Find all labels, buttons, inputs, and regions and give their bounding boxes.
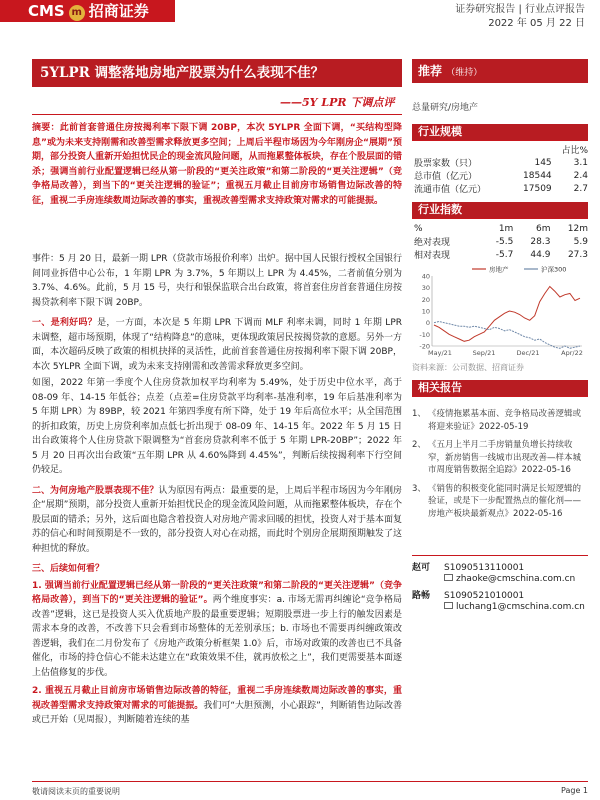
point-2-paragraph: [32, 684, 402, 728]
logo-mark-icon: m: [69, 5, 85, 21]
section-2-text: 认为原因有两点：最重要的是，上周后半程市场因为今年刚房企“展期”预期，部分投资人重新开始担忧民企的现金流风险问题，从而拖累整体板块，存在个股层面的错杀；另外，这后面也隐含着投资人对房地产需求回暖的担忧，投资人对于基本面复苏的信心和时间预期是不一致的，部分投资人对心在动摇，而此时个别房企展期预期触发了这种担忧的释放。: [32, 485, 402, 554]
analyst-name: 赵可: [412, 563, 431, 573]
title-divider: [32, 114, 402, 115]
analyst-name: 路畅: [412, 591, 431, 601]
report-title: 5YLPR 调整落地房地产股票为什么表现不佳？: [32, 59, 402, 87]
mail-icon: [444, 602, 453, 609]
y-tick-label: 20: [421, 295, 430, 304]
point-1-paragraph: [32, 579, 402, 681]
cell: 28.3: [530, 236, 551, 247]
y-tick-label: 30: [421, 284, 430, 293]
list-item[interactable]: [412, 408, 588, 433]
analyst-email[interactable]: zhaoke@cmschina.com.cn: [456, 574, 576, 584]
related-reports-rule: [412, 396, 588, 397]
point-2-text: 我们可“大胆预测，小心跟踪”，判断销售边际改善或已开始（见周报），判断随着连续的基: [32, 700, 402, 725]
y-tick-label: -10: [419, 330, 430, 339]
series-line-1: [434, 322, 580, 349]
analyst-2-email-line: [412, 602, 585, 612]
point-2-heading: 2. 重视五月截止目前房市场销售边际改善的特征，重视二手房连续数周边际改善的事实，重视改善型需求支持政策对需求的可能提振。: [32, 686, 402, 711]
section-2-heading: 二、为何房地产股票表现不佳？: [32, 485, 159, 496]
col-header: %: [414, 223, 423, 234]
table-row: [414, 182, 588, 195]
row-pct: 3.1: [573, 157, 588, 168]
analyst-sac-number: S1090513110001: [444, 563, 525, 573]
report-subtitle: ——5Y LPR 下调点评: [280, 96, 395, 109]
legend-label-0: 房地产: [489, 265, 509, 274]
footer-disclaimer: 敬请阅读末页的重要说明: [32, 787, 120, 796]
industry-index-heading: 行业指数: [412, 202, 588, 218]
row-pct: 2.7: [573, 183, 588, 194]
related-reports-list: [412, 408, 588, 526]
analyst-sac-number: S1090521010001: [444, 591, 525, 601]
row-label: 相对表现: [414, 251, 451, 261]
col-header: 12m: [567, 223, 588, 234]
related-reports-heading: 相关报告: [412, 380, 588, 396]
list-item[interactable]: [412, 439, 588, 477]
y-tick-label: 10: [421, 307, 430, 316]
cell: 44.9: [530, 249, 551, 260]
section-1-heading: 一、是利好吗？: [32, 318, 98, 328]
footer-rule: [32, 781, 588, 782]
table-row: [414, 143, 588, 156]
mail-icon: [444, 574, 453, 581]
legend-label-1: 沪深300: [541, 265, 567, 274]
analyst-rule: [412, 555, 588, 556]
industry-scale-table: [414, 143, 588, 195]
row-value: 18544: [523, 170, 552, 181]
chart-source: 资料来源：公司数据、招商证券: [412, 363, 524, 372]
summary-paragraph: 摘要：此前首套普通住房按揭利率下限下调 20BP，本次 5YLPR 全面下调，“买结构型降息”或为未来支持刚需和改善型需求释放更多空间；上周后半程市场因为今年刚房企“展期”预期，部分投资人重新开始担忧民企的现金流风险问题，从而拖累整体板块，存在个股层面的错杀；强调当前行业配置逻辑已经从第一阶段的“更关注政策”和第二阶段的“更关注逻辑”（竞争格局改善），到当下的“更关注逻辑的验证”；重视五月截止目前房市场销售边际改善的特征，重视二手房连续数周边际改善的事实，重视改善型需求支持政策对需求的可能提振。: [32, 123, 402, 206]
section-3-heading: 三、后续如何看？: [32, 564, 105, 574]
col-header: 6m: [535, 223, 551, 234]
cell: -5.5: [495, 236, 514, 247]
col-header: 1m: [498, 223, 514, 234]
row-label: 流通市值（亿元）: [414, 185, 487, 195]
series-line-0: [434, 287, 580, 342]
logo-text: CMS: [28, 2, 65, 20]
section-1-text: 是，一方面，本次是 5 年期 LPR 下调而 MLF 利率未调，同时 1 年期 LPR 未调整，超市场预期，体现了“结构降息”的意味，更体现政策居民按揭贷款的意愿。另外一方面，本次超码反映了政策的相机抉择的灵活性，此前首套普通住房按揭利率下限下调 20BP，本次 5YLPR 全面下调，或为未来支持刚需和改善需求释放更多空间。: [32, 318, 402, 372]
section-1-body-paragraph: 如图，2022 年第一季度个人住房贷款加权平均利率为 5.49%，处于历史中位水平，高于 08-09 年、14-15 年低谷；点差（点差=住房贷款平均利率-基准利率，19 年后基准利率为 5 年期 LPR）为 89BP，较 2021 年第四季度有所下降，处于 19 年后高位水平；从全国范围的折扣政策，历史上房贷利率加点低七折出现于 08-09 年、14-15 年。2022 年 5 月 15 日出台政策将个人住房贷款下限调整为“首套房贷款利率不低于 5 年期 LPR-20BP”；2022 年 5 月 20 日再次出台政策“五年期 LPR 从 4.60%降到 4.45%”，判断后续按揭利率下行空间仍较足。: [32, 378, 402, 475]
industry-index-rule: [412, 218, 588, 219]
section-2-paragraph: [32, 484, 402, 557]
table-row: [414, 248, 588, 261]
row-label: 股票家数（只）: [414, 159, 478, 169]
y-tick-label: 0: [425, 319, 430, 328]
x-tick-label: Sep/21: [472, 349, 496, 357]
table-row: [414, 169, 588, 182]
cell: -5.7: [495, 249, 514, 260]
item-number: 3、: [412, 483, 426, 494]
analyst-2-line: [412, 588, 524, 601]
row-pct: 2.4: [573, 170, 588, 181]
sector-label: 总量研究/房地产: [412, 103, 479, 113]
y-tick-label: 40: [421, 272, 430, 281]
row-value: 145: [534, 157, 552, 168]
section-1-paragraph: [32, 316, 402, 374]
table-row: [414, 222, 588, 235]
industry-scale-rule: [412, 140, 588, 141]
row-value: 17509: [523, 183, 552, 194]
industry-index-table: [414, 222, 588, 261]
table-row: [414, 156, 588, 169]
row-label: 总市值（亿元）: [414, 172, 478, 182]
point-1-heading: 1. 强调当前行业配置逻辑已经从第一阶段的“更关注政策”和第二阶段的“更关注逻辑”（竞争格局改善），到当下的“更关注逻辑的验证”。: [32, 580, 402, 605]
list-item[interactable]: [412, 483, 588, 521]
item-number: 2、: [412, 440, 426, 450]
industry-scale-heading: 行业规模: [412, 124, 588, 140]
body-text: [32, 252, 402, 780]
page-number: Page 1: [561, 786, 588, 795]
y-tick-label: -20: [419, 342, 430, 351]
item-text: 《销售的积极变化能同时满足长短逻辑的验证，或是下一步配置热点的催化剂——房地产板块最新观点》2022-05-16: [428, 483, 582, 519]
cell: 5.9: [573, 236, 588, 247]
item-text: 《五月上半月二手房销量负增长持续收窄，新房销售一线城市出现改善—样本城市周度销售数据全追踪》2022-05-16: [428, 440, 582, 475]
logo-chinese-text: 招商证券: [88, 2, 149, 20]
item-text: 《疫情拖累基本面、竞争格局改善逻辑或将迎来验证》2022-05-19: [428, 409, 582, 432]
row-label: 绝对表现: [414, 238, 451, 248]
rating-note: （维持）: [446, 68, 483, 78]
rating-label: 推荐: [418, 64, 443, 78]
point-1-text: 两个维度事实：a. 市场无需再纠缠论“竞争格局改善”逻辑，这已是投资人买入优质地产股的最重要逻辑；短期股票进一步上行的触发因素是需求本身的改善，不改善下只会看到市场整体的无差别承压；b. 市场也不需要再纠缠政策改善逻辑，我们在二月份发布了《房地产政策分析框架 1.0》后，市场对政策的改善也已不具备催化，市场的持仓信心不能未达建立在“政策效果不佳，就再放松之上”，我们更需要基本面逐上估值修复的步伐。: [32, 595, 402, 678]
industry-index-chart: [412, 262, 588, 360]
x-tick-label: Dec/21: [516, 349, 540, 357]
item-number: 1、: [412, 409, 426, 419]
x-tick-label: Apr/22: [561, 349, 583, 357]
report-date: 2022 年 05 月 22 日: [488, 18, 585, 29]
table-row: [414, 235, 588, 248]
company-logo: [0, 0, 175, 22]
analyst-email[interactable]: luchang1@cmschina.com.cn: [456, 602, 585, 612]
unit-label: 占比%: [561, 146, 588, 156]
analyst-1-email-line: [412, 574, 575, 584]
rating-bar: [412, 59, 588, 83]
report-type: 证券研究报告 | 行业点评报告: [455, 4, 585, 15]
x-tick-label: May/21: [428, 349, 452, 357]
event-paragraph: 事件：5 月 20 日，最新一期 LPR（贷款市场报价利率）出炉。据中国人民银行授权全国银行间同业拆借中心公布，1 年期 LPR 为 3.7%，5 年期以上 LPR 为 4.45%，二者前值分别为 3.7%、4.6%。此前，5 月 15 号，央行和银保监联合出台政策，将首套住房首套普通住房按揭贷款利率下限下调 20BP。: [32, 254, 402, 308]
analyst-1-line: [412, 560, 524, 573]
cell: 27.3: [567, 249, 588, 260]
